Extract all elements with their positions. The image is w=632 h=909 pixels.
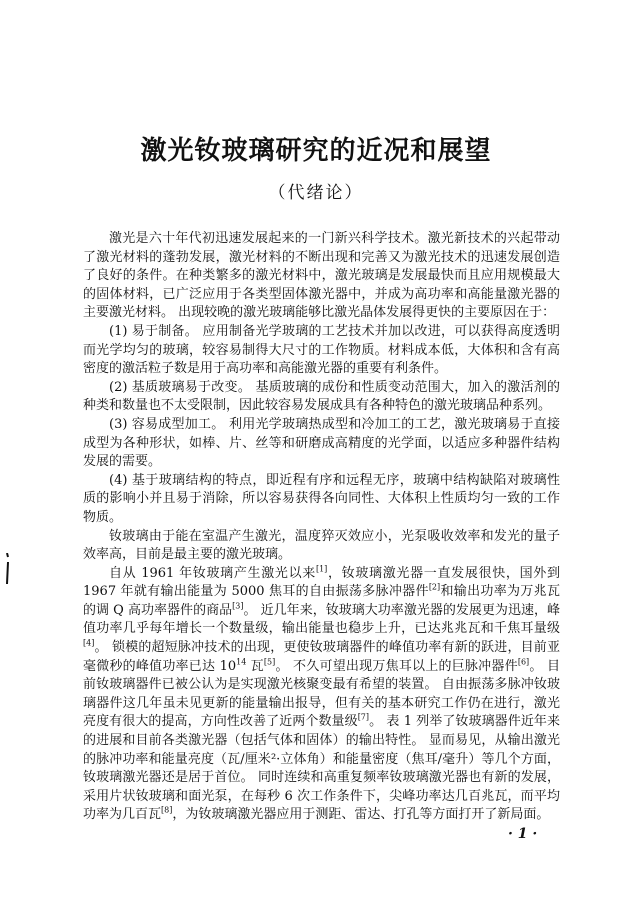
text-run: 。 锁模的超短脉冲技术的出现，更使钕玻璃器件的峰值功率有新的跃进，目前亚毫微秒的峰值功率已达 10: [83, 640, 560, 674]
paragraph-reason-3: (3) 容易成型加工。 利用光学玻璃热成型和冷加工的工艺，激光玻璃易于直接成型为各种形状，如棒、片、丝等和研磨成高精度的光学面，以适应多种器件结构发展的需要。: [83, 416, 560, 470]
citation-4: [4]: [83, 638, 95, 648]
paragraph-reason-2: (2) 基质玻璃易于改变。 基质玻璃的成份和性质变动范围大，加入的激活剂的种类和数量也不太受限制，因此较容易发展成具有各种特色的激光玻璃品种系列。: [83, 379, 560, 414]
citation-3: [3]: [232, 601, 244, 611]
text-run: 。 目前钕玻璃器件已被公认为是实现激光核聚变最有希望的装置。 自由振荡多脉冲钕玻璃器件这几年虽未见更新的能量输出报导，但有关的基本研究工作仍在进行，激光亮度有很大的提高，方向性改善了近两个数量级: [83, 658, 560, 730]
text-run: 。 不久可望出现万焦耳以上的巨脉冲器件: [275, 658, 518, 674]
paragraph-history: [83, 565, 560, 825]
page-number: · 1 ·: [508, 826, 538, 842]
text-run: 。 表 1 列举了钕玻璃器件近年来的进展和目前各类激光器（包括气体和固体）的输出特性。 显而易见，从输出激光的脉冲功率和能量亮度（瓦/厘米²·立体角）和能量密度（焦耳/毫升）等几个方面，钕玻璃激光器还是居于首位。 同时连续和高重复频率钕玻璃激光器也有新的发展，采用片状钕玻璃和面光泵，在每秒 6 次工作条件下，尖峰功率达几百兆瓦，而平均功率为几百瓦: [83, 714, 560, 823]
text-run: 。 近几年来，钕玻璃大功率激光器的发展更为迅速，峰值功率几乎每年增长一个数量级，输出能量也稳步上升，已达兆兆瓦和千焦耳量级: [83, 602, 560, 637]
text-run: 瓦: [246, 658, 264, 674]
text-run: ，钕玻璃激光器一直发展很快，国外到 1967 年就有输出能量为 5000 焦耳的自由振荡多脉冲器件: [83, 565, 560, 600]
citation-8: [8]: [161, 806, 173, 816]
citation-1: [1]: [315, 564, 328, 574]
citation-7: [7]: [357, 713, 370, 723]
paragraph-nd-glass: 钕玻璃由于能在室温产生激光，温度猝灭效应小，光泵吸收效率和发光的量子效率高，目前是最主要的激光玻璃。: [83, 528, 560, 563]
text-run: 和输出功率为万兆瓦的调 Q 高功率器件的商品: [83, 584, 560, 618]
paragraph-reason-4: (4) 基于玻璃结构的特点，即近程有序和远程无序，玻璃中结构缺陷对玻璃性质的影响小并且易于消除，所以容易获得各向同性、大体积上性质均匀一致的工作物质。: [83, 472, 560, 525]
page-subtitle: （代绪论）: [268, 183, 364, 203]
text-run: 自从 1961 年钕玻璃产生激光以来: [109, 565, 316, 581]
exponent: 14: [236, 657, 247, 667]
page-title: 激光钕玻璃研究的近况和展望: [140, 136, 492, 166]
citation-6: [6]: [517, 657, 530, 667]
body-text: [83, 230, 560, 825]
citation-5: [5]: [263, 657, 276, 667]
citation-2: [2]: [428, 582, 441, 592]
scan-margin-mark: [5, 553, 8, 585]
paragraph-intro: 激光是六十年代初迅速发展起来的一门新兴科学技术。激光新技术的兴起带动了激光材料的蓬勃发展，激光材料的不断出现和完善又为激光技术的迅速发展创造了良好的条件。在种类繁多的激光材料中，激光玻璃是发展最快而且应用规模最大的固体材料，已广泛应用于各类型固体激光器中，并成为高功率和高能量激光器的主要激光材料。 出现较晚的激光玻璃能够比激光晶体发展得更快的主要原因在于：: [83, 231, 560, 321]
text-run: ，为钕玻璃激光器应用于测距、雷达、打孔等方面打开了新局面。: [172, 807, 550, 823]
paragraph-reason-1: (1) 易于制备。 应用制备光学玻璃的工艺技术并加以改进，可以获得高度透明而光学均匀的玻璃，较容易制得大尺寸的工作物质。材料成本低，大体积和含有高密度的激活粒子数是用于高功率和高能激光器的重要有利条件。: [83, 323, 560, 377]
